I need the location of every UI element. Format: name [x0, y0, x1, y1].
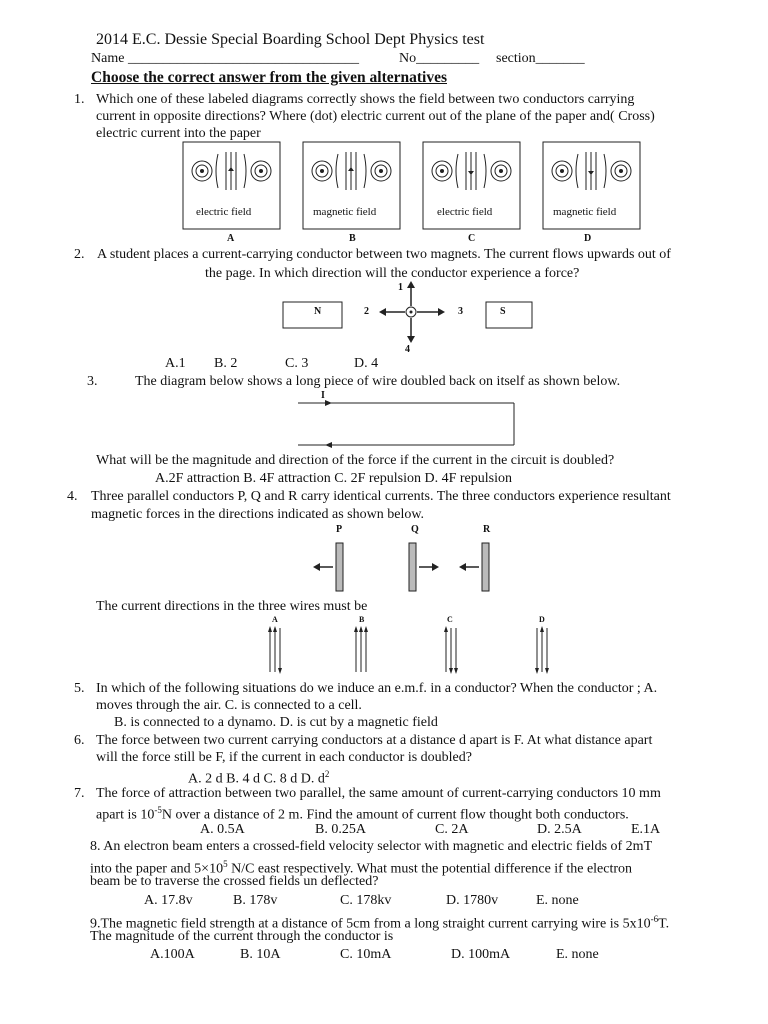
conductor-r-label: R — [483, 524, 491, 535]
q1-letter-d: D — [584, 233, 592, 244]
direction-1-label: 1 — [398, 282, 403, 293]
q8-line: 8. An electron beam enters a crossed-field velocity selector with magnetic and electric fields of 2mT — [90, 839, 653, 854]
q4-choice-d-arrows[interactable] — [535, 626, 549, 674]
q8-exponent: 5 — [223, 859, 228, 869]
q1-caption-b: magnetic field — [313, 206, 377, 218]
q1-letter-c: C — [468, 233, 476, 244]
q2-option-c[interactable]: C. 3 — [285, 356, 309, 371]
q2-diagram — [0, 280, 768, 360]
section-label: section — [496, 51, 536, 66]
q6-options-text: A. 2 d B. 4 d C. 8 d D. d — [188, 771, 325, 787]
q8-line-end: N/C east respectively. What must the potential difference if the electron — [227, 861, 633, 877]
q4-number: 4. — [67, 489, 78, 504]
q1-caption-d: magnetic field — [553, 206, 617, 218]
q3-number: 3. — [87, 374, 98, 389]
q7-option-b[interactable]: B. 0.25A — [315, 822, 366, 837]
q9-line: The magnitude of the current through the conductor is — [90, 929, 394, 944]
q7-line: The force of attraction between two parallel, the same amount of current-carrying conductors 10 mm — [96, 786, 661, 801]
q4-answer-arrows — [0, 624, 768, 679]
q1-letter-b: B — [349, 233, 356, 244]
q8-line: beam be to traverse the crossed fields un deflected? — [90, 874, 379, 889]
q5-line: In which of the following situations do we induce an e.m.f. in a conductor? When the conductor ; A. — [96, 681, 658, 696]
number-field[interactable]: No_________ — [399, 51, 480, 66]
q1-diagram-set — [0, 140, 768, 250]
q7-line-start: apart is 10 — [96, 807, 155, 823]
q6-option-d-superscript: 2 — [324, 769, 330, 779]
conductor-p-label: P — [336, 524, 343, 535]
q5-options-line[interactable]: moves through the air. C. is connected to a cell. — [96, 698, 362, 713]
q9-option-e[interactable]: E. none — [556, 947, 599, 962]
q2-number: 2. — [74, 247, 85, 262]
q4-conductors-diagram — [0, 538, 768, 598]
number-label: No — [399, 51, 417, 66]
q1-line: Which one of these labeled diagrams correctly shows the field between two conductors carrying — [96, 92, 635, 107]
q9-line-start: 9.The magnetic field strength at a distance of 5cm from a long straight current carrying wire is 5x10 — [90, 916, 651, 932]
q5-options-line[interactable]: B. is connected to a dynamo. D. is cut by a magnetic field — [114, 715, 438, 730]
q9-option-a[interactable]: A.100A — [150, 947, 195, 962]
q9-option-c[interactable]: C. 10mA — [340, 947, 392, 962]
q3-options[interactable]: A.2F attraction B. 4F attraction C. 2F repulsion D. 4F repulsion — [155, 471, 512, 486]
q8-option-c[interactable]: C. 178kv — [340, 893, 392, 908]
q1-caption-c: electric field — [437, 206, 493, 218]
q2-line: A student places a current-carrying conductor between two magnets. The current flows upwards out of — [97, 247, 671, 262]
q1-letter-a: A — [227, 233, 235, 244]
page-title: 2014 E.C. Dessie Special Boarding School Dept Physics test — [96, 31, 485, 48]
conductor-q-label: Q — [411, 524, 419, 535]
magnet-north-label: N — [314, 306, 322, 317]
name-field[interactable]: Name _________________________________ — [91, 51, 359, 66]
direction-3-label: 3 — [458, 306, 463, 317]
q1-number: 1. — [74, 92, 85, 107]
name-label: Name — [91, 51, 125, 66]
q2-line: the page. In which direction will the conductor experience a force? — [205, 266, 580, 281]
q6-line: The force between two current carrying conductors at a distance d apart is F. At what distance apart — [96, 733, 653, 748]
q7-exponent: -5 — [154, 805, 162, 815]
q7-option-a[interactable]: A. 0.5A — [200, 822, 245, 837]
q8-option-e[interactable]: E. none — [536, 893, 579, 908]
q4-choice-a[interactable]: A — [272, 615, 278, 624]
q7-line-end: N over a distance of 2 m. Find the amount of current flow thought both conductors. — [161, 807, 629, 823]
magnet-south-label: S — [500, 306, 506, 317]
q4-choice-a-arrows[interactable] — [268, 626, 282, 674]
q1-caption-a: electric field — [196, 206, 252, 218]
q4-choice-b[interactable]: B — [359, 615, 365, 624]
q6-line: will the force still be F, if the current in each conductor is doubled? — [96, 750, 472, 765]
q1-line: current in opposite directions? Where (dot) electric current out of the plane of the paper and( Cross) — [96, 109, 655, 124]
q9-exponent: -6 — [650, 914, 659, 924]
q5-number: 5. — [74, 681, 85, 696]
q4-choice-c[interactable]: C — [447, 615, 453, 624]
q4-line: magnetic forces in the directions indicated as shown below. — [91, 507, 425, 522]
q2-option-b[interactable]: B. 2 — [214, 356, 238, 371]
q6-number: 6. — [74, 733, 85, 748]
q3-line: The diagram below shows a long piece of wire doubled back on itself as shown below. — [135, 374, 621, 389]
q4-prompt: The current directions in the three wires must be — [96, 599, 368, 614]
section-field[interactable]: section_______ — [496, 51, 585, 66]
q9-option-d[interactable]: D. 100mA — [451, 947, 511, 962]
q4-line: Three parallel conductors P, Q and R carry identical currents. The three conductors experience resultant — [91, 489, 671, 504]
q8-option-d[interactable]: D. 1780v — [446, 893, 499, 908]
q4-choice-d[interactable]: D — [539, 615, 545, 624]
q7-option-c[interactable]: C. 2A — [435, 822, 469, 837]
q7-number: 7. — [74, 786, 85, 801]
direction-4-label: 4 — [405, 344, 410, 355]
q8-line-start: into the paper and 5×10 — [90, 861, 224, 877]
q9-line-end: T. — [658, 916, 670, 932]
q9-option-b[interactable]: B. 10A — [240, 947, 281, 962]
q1-line: electric current into the paper — [96, 126, 261, 141]
q7-option-d[interactable]: D. 2.5A — [537, 822, 582, 837]
q3-question: What will be the magnitude and direction of the force if the current in the circuit is doubled? — [96, 453, 615, 468]
direction-2-label: 2 — [364, 306, 369, 317]
q3-wire-diagram — [0, 390, 768, 450]
q7-option-e[interactable]: E.1A — [631, 822, 661, 837]
q8-option-a[interactable]: A. 17.8v — [144, 893, 193, 908]
q4-choice-b-arrows[interactable] — [354, 626, 368, 672]
q8-option-b[interactable]: B. 178v — [233, 893, 278, 908]
instruction-heading: Choose the correct answer from the given alternatives — [91, 69, 447, 86]
q2-option-a[interactable]: A.1 — [165, 356, 186, 371]
q2-option-d[interactable]: D. 4 — [354, 356, 379, 371]
q3-current-label: I — [321, 390, 325, 401]
q4-choice-c-arrows[interactable] — [444, 626, 458, 674]
